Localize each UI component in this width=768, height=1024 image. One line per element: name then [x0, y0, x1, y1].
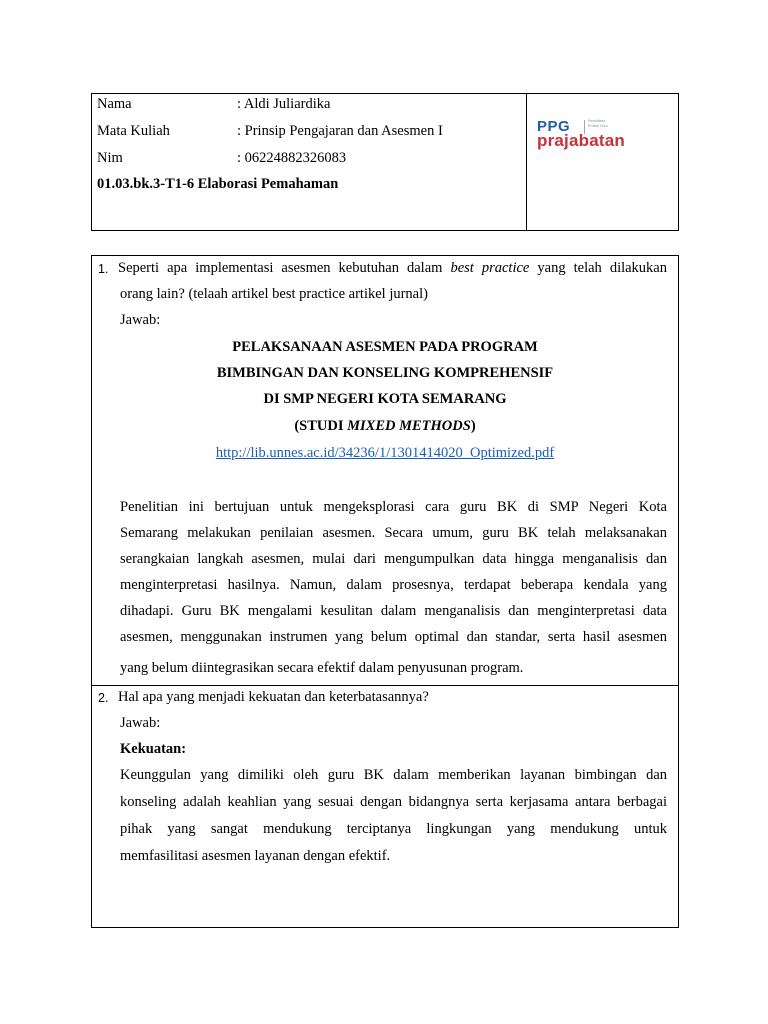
name-value: : Aldi Juliardika — [237, 96, 331, 112]
logo-cell — [527, 94, 678, 230]
logo-ppg-text: PPG — [537, 118, 571, 135]
q2-paragraph-line1: Keunggulan yang dimiliki oleh guru BK dalam memberikan layanan bimbingan dan — [120, 767, 667, 783]
q1-question-line1 — [118, 259, 667, 277]
q2-paragraph-line4: memfasilitasi asesmen layanan dengan efektif. — [120, 848, 391, 864]
q1-text-before: Seperti apa implementasi asesmen kebutuhan dalam — [118, 260, 451, 276]
q1-answer-label: Jawab: — [120, 312, 161, 328]
header-table — [91, 93, 679, 231]
row-divider — [92, 685, 678, 686]
article-title-line3: DI SMP NEGERI KOTA SEMARANG — [263, 391, 507, 407]
study-suffix: ) — [470, 418, 476, 434]
q1-text-italic: best practice — [450, 260, 530, 276]
study-italic: MIXED METHODS — [347, 418, 471, 434]
question-table — [91, 255, 679, 928]
q2-answer-label: Jawab: — [120, 715, 161, 731]
article-study-type — [92, 417, 678, 435]
q2-paragraph-line3: pihak yang sangat mendukung terciptanya lingkungan yang mendukung untuk — [120, 821, 667, 837]
q1-paragraph-line5: dihadapi. Guru BK mengalami kesulitan dalam menganalisis dan menginterpretasi data — [120, 603, 667, 619]
logo-prajabatan-text: prajabatan — [537, 131, 625, 150]
q1-question-line2: orang lain? (telaah artikel best practice artikel jurnal) — [120, 286, 428, 302]
q1-number: 1. — [98, 262, 109, 276]
q2-paragraph-line2: konseling adalah keahlian yang sesuai dengan bidangnya serta kerjasama antara berbagai — [120, 794, 667, 810]
course-label: Mata Kuliah — [97, 123, 170, 139]
article-title-line2: BIMBINGAN DAN KONSELING KOMPREHENSIF — [216, 365, 554, 381]
student-info-cell — [92, 94, 527, 230]
article-link-wrap — [92, 444, 678, 462]
logo-small-text: Pendidikan Profesi Guru — [588, 119, 608, 128]
nim-value: : 06224882326083 — [237, 150, 347, 166]
strength-heading: Kekuatan: — [120, 741, 187, 757]
q1-paragraph-line3: serangkaian langkah asesmen, mulai dari mengumpulkan data hingga menganalisis dan — [120, 551, 667, 567]
q1-paragraph-line6: asesmen, menggunakan instrumen yang belum optimal dan standar, serta hasil asesmen — [120, 629, 667, 645]
name-label: Nama — [97, 96, 132, 112]
q1-paragraph-line7: yang belum diintegrasikan secara efektif dalam penyusunan program. — [120, 660, 524, 676]
q2-question: Hal apa yang menjadi kekuatan dan keterbatasannya? — [118, 689, 429, 705]
q2-number: 2. — [98, 691, 109, 705]
q1-paragraph-line2: Semarang melakukan penilaian asesmen. Secara umum, guru BK telah melaksanakan — [120, 525, 667, 541]
article-title-line1: PELAKSANAAN ASESMEN PADA PROGRAM — [232, 339, 538, 355]
course-value: : Prinsip Pengajaran dan Asesmen I — [237, 123, 443, 139]
nim-label: Nim — [97, 150, 123, 166]
q1-text-after: yang telah dilakukan — [529, 260, 667, 276]
q1-paragraph-line1: Penelitian ini bertujuan untuk mengeksplorasi cara guru BK di SMP Negeri Kota — [120, 499, 667, 515]
q1-paragraph-line4: menginterpretasi hasilnya. Namun, dalam prosesnya, terdapat beberapa kendala yang — [120, 577, 667, 593]
study-prefix: (STUDI — [294, 418, 348, 434]
ppg-prajabatan-logo — [537, 118, 667, 154]
assignment-title: 01.03.bk.3-T1-6 Elaborasi Pemahaman — [97, 176, 339, 192]
article-link[interactable]: http://lib.unnes.ac.id/34236/1/1301414020_Optimized.pdf — [215, 445, 555, 461]
